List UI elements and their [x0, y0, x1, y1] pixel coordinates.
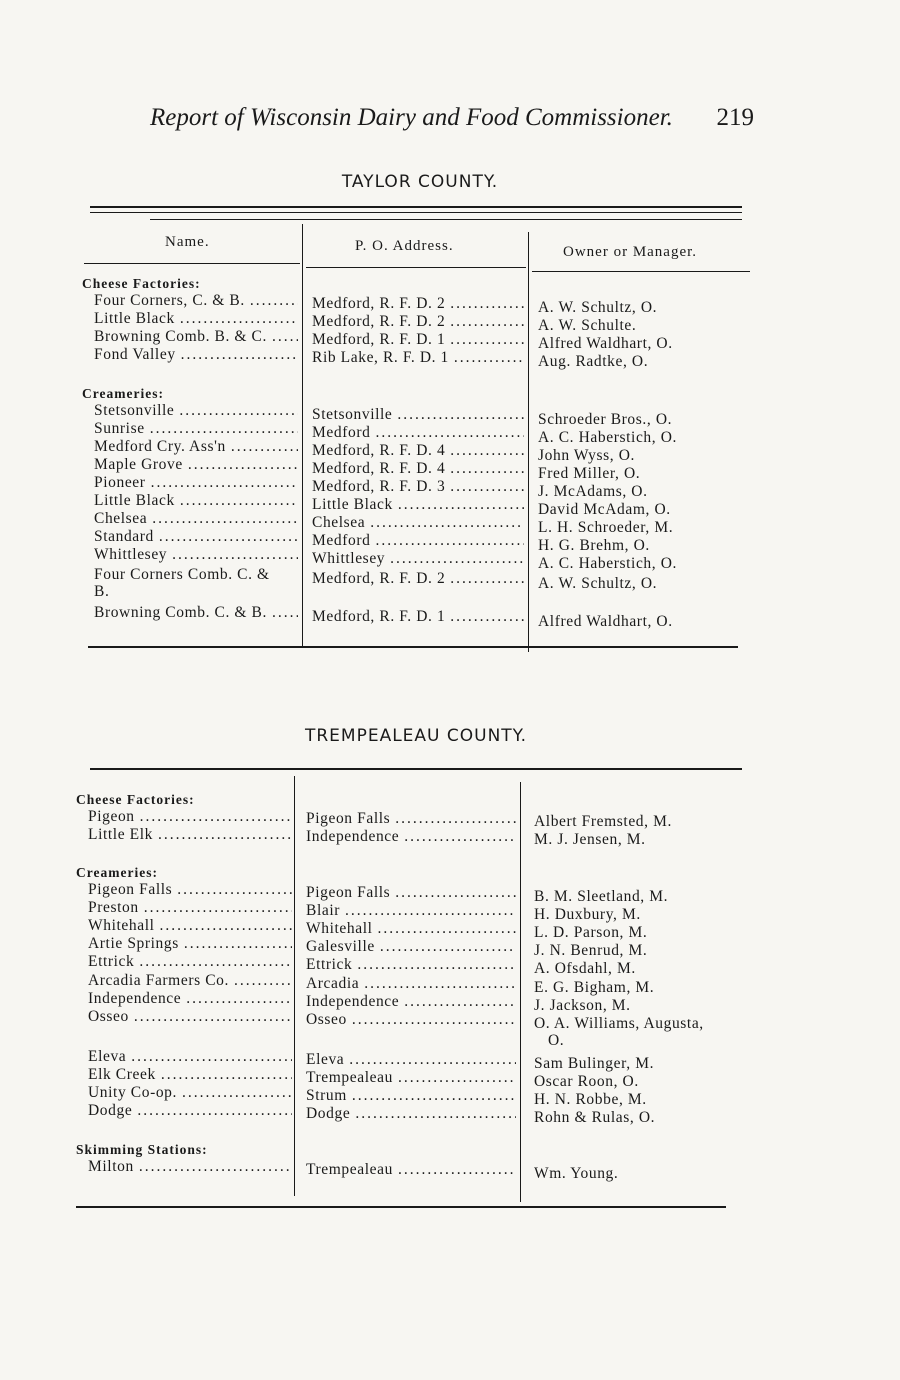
taylor-header-rule-name — [84, 263, 300, 264]
owner-cell: J. Jackson, M. — [534, 997, 631, 1014]
dot-leader — [160, 917, 292, 935]
name-cell-text: Elk Creek — [88, 1066, 156, 1083]
dot-leader — [349, 1051, 516, 1069]
owner-cell: J. N. Benrud, M. — [534, 942, 648, 959]
name-cell-text: Stetsonville — [94, 402, 175, 419]
dot-leader — [186, 990, 292, 1008]
address-cell — [312, 514, 524, 532]
taylor-col-owner: Owner or Manager. — [563, 244, 698, 260]
section-label: Cheese Factories: — [76, 792, 195, 807]
owner-cell: Oscar Roon, O. — [534, 1073, 639, 1090]
name-cell-text: Whittlesey — [94, 546, 168, 563]
name-cell — [88, 917, 292, 935]
report-title: Report of Wisconsin Dairy and Food Commissioner. — [150, 104, 673, 131]
taylor-county-heading: TAYLOR COUNTY. — [341, 172, 499, 192]
name-cell-text: Artie Springs — [88, 935, 179, 952]
name-cell-text: Preston — [88, 899, 139, 916]
owner-cell: A. C. Haberstich, O. — [538, 429, 677, 446]
dot-leader — [180, 492, 298, 510]
address-cell — [312, 424, 524, 442]
dot-leader — [179, 402, 298, 420]
owner-cell: Fred Miller, O. — [538, 465, 641, 482]
address-cell-text: Medford — [312, 424, 371, 441]
owner-cell: J. McAdams, O. — [538, 483, 648, 500]
address-cell-text: Chelsea — [312, 514, 366, 531]
taylor-top-rule-third — [150, 219, 742, 220]
owner-cell: Alfred Waldhart, O. — [538, 613, 673, 630]
dot-leader — [250, 292, 298, 310]
dot-leader — [180, 310, 298, 328]
running-head — [150, 104, 754, 132]
dot-leader — [150, 420, 298, 438]
address-cell-text: Pigeon Falls — [306, 884, 391, 901]
address-cell — [312, 550, 524, 568]
dot-leader — [404, 993, 516, 1011]
address-cell — [306, 938, 516, 956]
dot-leader — [450, 295, 524, 313]
address-cell-text: Whitehall — [306, 920, 373, 937]
owner-cell: A. W. Schulte. — [538, 317, 637, 334]
name-cell-text: Little Black — [94, 310, 175, 327]
name-cell: Four Corners Comb. C. & — [94, 566, 270, 583]
dot-leader — [450, 570, 524, 588]
address-cell — [306, 975, 516, 993]
address-cell — [306, 828, 516, 846]
dot-leader — [395, 884, 516, 902]
dot-leader — [404, 828, 516, 846]
name-cell — [88, 953, 292, 971]
name-cell-text: Medford Cry. Ass'n — [94, 438, 226, 455]
address-cell-text: Trempealeau — [306, 1161, 393, 1178]
owner-cell: A. W. Schultz, O. — [538, 575, 658, 592]
name-cell — [94, 474, 298, 492]
name-cell — [94, 438, 298, 456]
name-cell-text: Unity Co-op. — [88, 1084, 178, 1101]
name-cell-text: Independence — [88, 990, 182, 1007]
owner-cell: L. D. Parson, M. — [534, 924, 648, 941]
name-cell-text: Pigeon — [88, 808, 135, 825]
taylor-top-rule — [90, 206, 742, 208]
dot-leader — [352, 1011, 516, 1029]
address-cell-text: Stetsonville — [312, 406, 393, 423]
address-cell-text: Pigeon Falls — [306, 810, 391, 827]
owner-cell: Albert Fremsted, M. — [534, 813, 672, 830]
dot-leader — [159, 528, 298, 546]
section-label: Skimming Stations: — [76, 1142, 208, 1157]
dot-leader — [234, 972, 292, 990]
name-cell — [94, 402, 298, 420]
dot-leader — [398, 1161, 516, 1179]
dot-leader — [454, 349, 524, 367]
name-cell — [88, 1008, 292, 1026]
taylor-col-address: P. O. Address. — [355, 238, 454, 254]
trempealeau-column-divider — [294, 776, 295, 1196]
name-cell-text: Dodge — [88, 1102, 133, 1119]
address-cell — [306, 956, 516, 974]
address-cell — [312, 349, 524, 367]
dot-leader — [450, 313, 524, 331]
address-cell-text: Little Black — [312, 496, 393, 513]
address-cell — [312, 442, 524, 460]
section-label: Cheese Factories: — [82, 276, 201, 291]
address-cell — [312, 570, 524, 588]
address-cell — [312, 460, 524, 478]
name-cell-text: Little Elk — [88, 826, 153, 843]
dot-leader — [364, 975, 516, 993]
dot-leader — [355, 1105, 516, 1123]
address-cell — [306, 1087, 516, 1105]
dot-leader — [395, 810, 516, 828]
taylor-top-rule-thin — [90, 212, 742, 213]
name-cell-text: Sunrise — [94, 420, 145, 437]
dot-leader — [184, 935, 292, 953]
dot-leader — [231, 438, 298, 456]
dot-leader — [352, 1087, 516, 1105]
name-cell — [94, 510, 298, 528]
owner-cell: A. W. Schultz, O. — [538, 299, 658, 316]
trempealeau-column-divider — [520, 782, 521, 1202]
owner-cell: Wm. Young. — [534, 1165, 619, 1182]
address-cell-text: Independence — [306, 993, 400, 1010]
address-cell-text: Medford, R. F. D. 3 — [312, 478, 446, 495]
address-cell — [306, 1161, 516, 1179]
name-cell — [88, 990, 292, 1008]
address-cell — [312, 608, 524, 626]
taylor-bottom-rule — [88, 646, 738, 648]
name-cell-text: Whitehall — [88, 917, 155, 934]
name-cell-text: Fond Valley — [94, 346, 176, 363]
address-cell-text: Rib Lake, R. F. D. 1 — [312, 349, 449, 366]
address-cell — [306, 810, 516, 828]
name-cell — [94, 310, 298, 328]
dot-leader — [134, 1008, 292, 1026]
dot-leader — [172, 546, 298, 564]
dot-leader — [139, 1158, 292, 1176]
address-cell-text: Medford, R. F. D. 2 — [312, 295, 446, 312]
name-cell — [94, 456, 298, 474]
address-cell — [306, 1069, 516, 1087]
owner-cell: Alfred Waldhart, O. — [538, 335, 673, 352]
owner-cell: E. G. Bigham, M. — [534, 979, 655, 996]
trempealeau-bottom-rule — [76, 1206, 726, 1208]
owner-cell: Sam Bulinger, M. — [534, 1055, 655, 1072]
address-cell — [312, 532, 524, 550]
name-cell-text: Ettrick — [88, 953, 135, 970]
name-cell-text: Standard — [94, 528, 154, 545]
name-cell-text: Maple Grove — [94, 456, 183, 473]
address-cell — [312, 295, 524, 313]
owner-cell: L. H. Schroeder, M. — [538, 519, 674, 536]
address-cell — [312, 496, 524, 514]
dot-leader — [450, 478, 524, 496]
address-cell-text: Galesville — [306, 938, 375, 955]
address-cell — [312, 313, 524, 331]
dot-leader — [390, 550, 524, 568]
owner-cell: H. Duxbury, M. — [534, 906, 641, 923]
name-cell — [88, 972, 292, 990]
dot-leader — [398, 1069, 516, 1087]
address-cell-text: Medford, R. F. D. 4 — [312, 442, 446, 459]
name-cell — [94, 528, 298, 546]
dot-leader — [131, 1048, 292, 1066]
dot-leader — [272, 604, 298, 622]
name-cell-text: Pioneer — [94, 474, 146, 491]
name-cell — [94, 604, 298, 622]
name-cell-text: Pigeon Falls — [88, 881, 173, 898]
owner-cell: H. G. Brehm, O. — [538, 537, 650, 554]
address-cell-text: Medford, R. F. D. 2 — [312, 570, 446, 587]
owner-cell: A. C. Haberstich, O. — [538, 555, 677, 572]
name-cell — [88, 1158, 292, 1176]
dot-leader — [375, 424, 524, 442]
name-cell — [94, 420, 298, 438]
owner-cell: Rohn & Rulas, O. — [534, 1109, 656, 1126]
section-label: Creameries: — [76, 865, 158, 880]
address-cell-text: Whittlesey — [312, 550, 386, 567]
name-cell — [94, 328, 298, 346]
name-cell — [94, 546, 298, 564]
address-cell-text: Blair — [306, 902, 340, 919]
name-cell-text: Little Black — [94, 492, 175, 509]
address-cell-text: Eleva — [306, 1051, 345, 1068]
dot-leader — [152, 510, 298, 528]
dot-leader — [375, 532, 524, 550]
name-cell — [88, 899, 292, 917]
dot-leader — [345, 902, 516, 920]
dot-leader — [144, 899, 292, 917]
name-cell — [94, 346, 298, 364]
address-cell — [306, 884, 516, 902]
owner-cell: H. N. Robbe, M. — [534, 1091, 647, 1108]
address-cell — [312, 406, 524, 424]
owner-cell: Schroeder Bros., O. — [538, 411, 673, 428]
address-cell-text: Strum — [306, 1087, 347, 1104]
address-cell-text: Ettrick — [306, 956, 353, 973]
dot-leader — [181, 346, 298, 364]
address-cell-text: Dodge — [306, 1105, 351, 1122]
address-cell — [306, 1105, 516, 1123]
name-cell-text: Osseo — [88, 1008, 129, 1025]
address-cell-text: Arcadia — [306, 975, 360, 992]
dot-leader — [380, 938, 516, 956]
address-cell — [306, 1011, 516, 1029]
name-cell — [94, 492, 298, 510]
dot-leader — [139, 953, 292, 971]
dot-leader — [357, 956, 516, 974]
address-cell-text: Independence — [306, 828, 400, 845]
name-cell — [88, 1066, 292, 1084]
taylor-column-divider — [528, 232, 529, 652]
address-cell — [306, 993, 516, 1011]
name-cell — [88, 935, 292, 953]
dot-leader — [397, 406, 524, 424]
trempealeau-top-rule — [90, 768, 742, 770]
dot-leader — [177, 881, 292, 899]
address-cell — [312, 331, 524, 349]
owner-cell: O. — [548, 1032, 565, 1049]
owner-cell: B. M. Sleetland, M. — [534, 888, 669, 905]
owner-cell: A. Ofsdahl, M. — [534, 960, 636, 977]
dot-leader — [450, 442, 524, 460]
section-label: Creameries: — [82, 386, 164, 401]
owner-cell: M. J. Jensen, M. — [534, 831, 646, 848]
dot-leader — [188, 456, 298, 474]
name-cell — [88, 881, 292, 899]
owner-cell: John Wyss, O. — [538, 447, 636, 464]
address-cell — [306, 902, 516, 920]
address-cell — [306, 920, 516, 938]
dot-leader — [450, 331, 524, 349]
address-cell-text: Osseo — [306, 1011, 347, 1028]
name-cell-text: Arcadia Farmers Co. — [88, 972, 229, 989]
name-cell-text: Browning Comb. C. & B. — [94, 604, 267, 621]
dot-leader — [378, 920, 516, 938]
dot-leader — [161, 1066, 292, 1084]
dot-leader — [137, 1102, 292, 1120]
owner-cell: Aug. Radtke, O. — [538, 353, 649, 370]
dot-leader — [158, 826, 292, 844]
name-cell-text: Four Corners, C. & B. — [94, 292, 245, 309]
trempealeau-county-heading: TREMPEALEAU COUNTY. — [304, 726, 528, 746]
taylor-col-name: Name. — [165, 234, 210, 250]
address-cell-text: Medford, R. F. D. 1 — [312, 608, 446, 625]
dot-leader — [151, 474, 298, 492]
dot-leader — [272, 328, 298, 346]
name-cell — [88, 808, 292, 826]
name-cell-text: Chelsea — [94, 510, 148, 527]
name-cell-text: Milton — [88, 1158, 134, 1175]
name-cell: B. — [94, 583, 110, 600]
address-cell-text: Medford, R. F. D. 4 — [312, 460, 446, 477]
address-cell-text: Medford, R. F. D. 2 — [312, 313, 446, 330]
address-cell-text: Medford, R. F. D. 1 — [312, 331, 446, 348]
dot-leader — [398, 496, 524, 514]
dot-leader — [370, 514, 524, 532]
name-cell — [88, 1048, 292, 1066]
owner-cell: O. A. Williams, Augusta, — [534, 1015, 704, 1032]
address-cell-text: Trempealeau — [306, 1069, 393, 1086]
taylor-header-rule-owner — [532, 271, 750, 272]
dot-leader — [140, 808, 292, 826]
name-cell-text: Browning Comb. B. & C. — [94, 328, 267, 345]
address-cell — [312, 478, 524, 496]
name-cell — [94, 292, 298, 310]
taylor-header-rule-address — [306, 267, 526, 268]
name-cell — [88, 826, 292, 844]
page-number: 219 — [716, 104, 754, 131]
address-cell-text: Medford — [312, 532, 371, 549]
name-cell — [88, 1102, 292, 1120]
name-cell — [88, 1084, 292, 1102]
owner-cell: David McAdam, O. — [538, 501, 671, 518]
dot-leader — [450, 460, 524, 478]
dot-leader — [182, 1084, 292, 1102]
dot-leader — [450, 608, 524, 626]
address-cell — [306, 1051, 516, 1069]
name-cell-text: Eleva — [88, 1048, 127, 1065]
